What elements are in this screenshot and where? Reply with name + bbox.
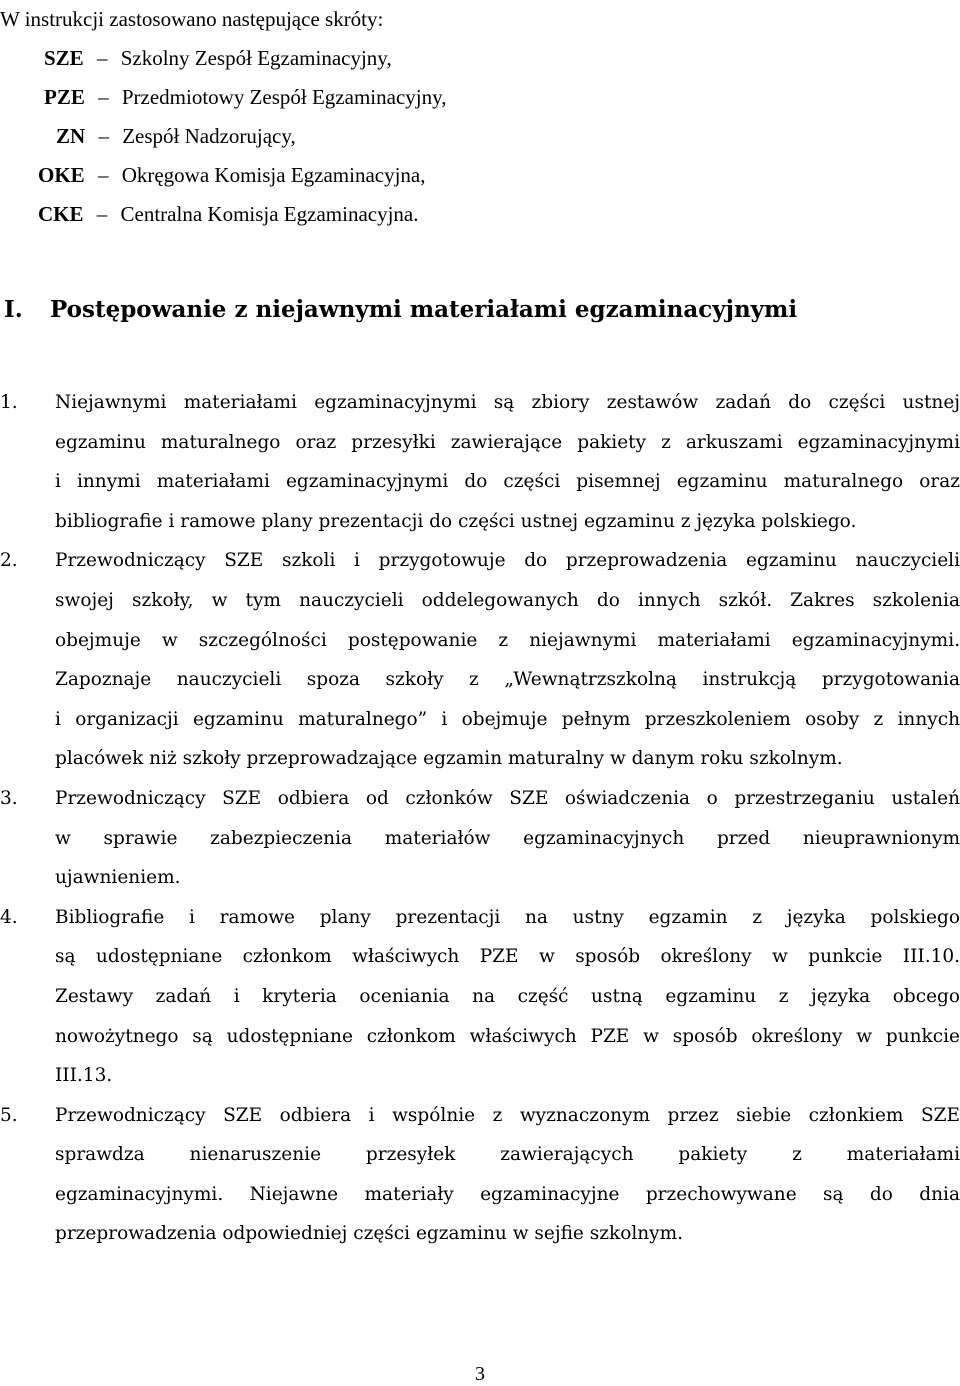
abbreviation-row bbox=[0, 117, 940, 156]
list-item-number: 3. bbox=[0, 787, 18, 809]
abbreviation-row bbox=[0, 156, 940, 195]
paragraph-line: Zapoznaje nauczycieli spoza szkoły z „Wewnątrzszkolną instrukcją przygotowania bbox=[55, 669, 960, 691]
paragraph-line: w sprawie zabezpieczenia materiałów egzaminacyjnych przed nieuprawnionym bbox=[55, 827, 960, 849]
paragraph-line: Niejawnymi materiałami egzaminacyjnymi są zbiory zestawów zadań do części ustnej bbox=[55, 392, 960, 413]
paragraph-line: i innymi materiałami egzaminacyjnymi do części pisemnej egzaminu maturalnego oraz bbox=[55, 471, 960, 493]
list-item bbox=[0, 383, 960, 541]
paragraph-line: bibliografie i ramowe plany prezentacji do części ustnej egzaminu z języka polskiego. bbox=[55, 510, 857, 532]
paragraph-line: i organizacji egzaminu maturalnego” i obejmuje pełnym przeszkoleniem osoby z innych bbox=[55, 708, 960, 730]
list-item-number: 5. bbox=[0, 1104, 18, 1126]
abbreviation-text: Centralna Komisja Egzaminacyjna. bbox=[120, 202, 419, 226]
paragraph-line: nowożytnego są udostępniane członkom właściwych PZE w sposób określony w punkcie bbox=[55, 1025, 960, 1047]
section-title: Postępowanie z niejawnymi materiałami egzaminacyjnymi bbox=[50, 296, 798, 323]
abbreviation-dash: – bbox=[96, 202, 108, 226]
abbreviation-text: Przedmiotowy Zespół Egzaminacyjny, bbox=[121, 85, 447, 109]
paragraph-line: III.13. bbox=[55, 1065, 113, 1087]
abbreviation-dash: – bbox=[96, 46, 108, 70]
abbreviation-text: Szkolny Zespół Egzaminacyjny, bbox=[120, 46, 392, 70]
paragraph-line: przeprowadzenia odpowiedniej części egzaminu w sejfie szkolnym. bbox=[55, 1223, 684, 1245]
abbreviation-code: PZE bbox=[44, 85, 85, 109]
abbreviation-text: Okręgowa Komisja Egzaminacyjna, bbox=[121, 163, 426, 187]
list-item bbox=[0, 779, 960, 898]
abbreviation-code: OKE bbox=[38, 163, 85, 187]
abbreviation-dash: – bbox=[97, 163, 109, 187]
paragraph-line: Bibliografie i ramowe plany prezentacji na ustny egzamin z języka polskiego bbox=[55, 906, 960, 928]
paragraph-line: obejmuje w szczególności postępowanie z niejawnymi materiałami egzaminacyjnymi. bbox=[55, 629, 960, 651]
abbreviation-row bbox=[0, 78, 940, 117]
paragraph-line: Przewodniczący SZE odbiera od członków SZE oświadczenia o przestrzeganiu ustaleń bbox=[55, 787, 960, 809]
paragraph-line: są udostępniane członkom właściwych PZE w sposób określony w punkcie III.10. bbox=[55, 946, 960, 968]
abbreviations-intro bbox=[0, 0, 940, 234]
list-item-number: 4. bbox=[0, 906, 18, 928]
paragraph-line: egzaminu maturalnego oraz przesyłki zawierające pakiety z arkuszami egzaminacyjnymi bbox=[55, 431, 960, 453]
paragraph-line: Przewodniczący SZE szkoli i przygotowuje do przeprowadzenia egzaminu nauczycieli bbox=[55, 550, 960, 572]
paragraph-line: egzaminacyjnymi. Niejawne materiały egzaminacyjne przechowywane są do dnia bbox=[55, 1183, 960, 1205]
section-heading bbox=[4, 288, 944, 332]
abbreviation-text: Zespół Nadzorujący, bbox=[122, 124, 296, 148]
abbreviation-dash: – bbox=[98, 124, 109, 148]
paragraph-line: ujawnieniem. bbox=[55, 867, 181, 889]
abbreviation-row bbox=[0, 39, 940, 78]
paragraph-line: placówek niż szkoły przeprowadzające egzamin maturalny w danym roku szkolnym. bbox=[55, 748, 843, 770]
list-item bbox=[0, 898, 960, 1096]
paragraph-line: Przewodniczący SZE odbiera i wspólnie z wyznaczonym przez siebie członkiem SZE bbox=[55, 1104, 960, 1126]
paragraph-line: Zestawy zadań i kryteria oceniania na część ustną egzaminu z języka obcego bbox=[55, 985, 960, 1007]
intro-lead: W instrukcji zastosowano następujące skróty: bbox=[0, 7, 384, 31]
abbreviation-code: CKE bbox=[38, 202, 84, 226]
list-item bbox=[0, 1096, 960, 1254]
numbered-list bbox=[0, 383, 960, 1254]
abbreviation-dash: – bbox=[98, 85, 109, 109]
section-number: I. bbox=[4, 296, 23, 323]
paragraph-line: swojej szkoły, w tym nauczycieli oddelegowanych do innych szkół. Zakres szkolenia bbox=[55, 589, 960, 611]
paragraph-line: sprawdza nienaruszenie przesyłek zawierających pakiety z materiałami bbox=[55, 1144, 960, 1166]
list-item-number: 2. bbox=[0, 550, 18, 572]
abbreviation-code: SZE bbox=[44, 46, 84, 70]
abbreviation-row bbox=[0, 195, 940, 234]
list-item-number: 1. bbox=[0, 392, 18, 413]
abbreviation-code: ZN bbox=[56, 124, 86, 148]
list-item bbox=[0, 541, 960, 779]
page-number: 3 bbox=[475, 1363, 485, 1385]
